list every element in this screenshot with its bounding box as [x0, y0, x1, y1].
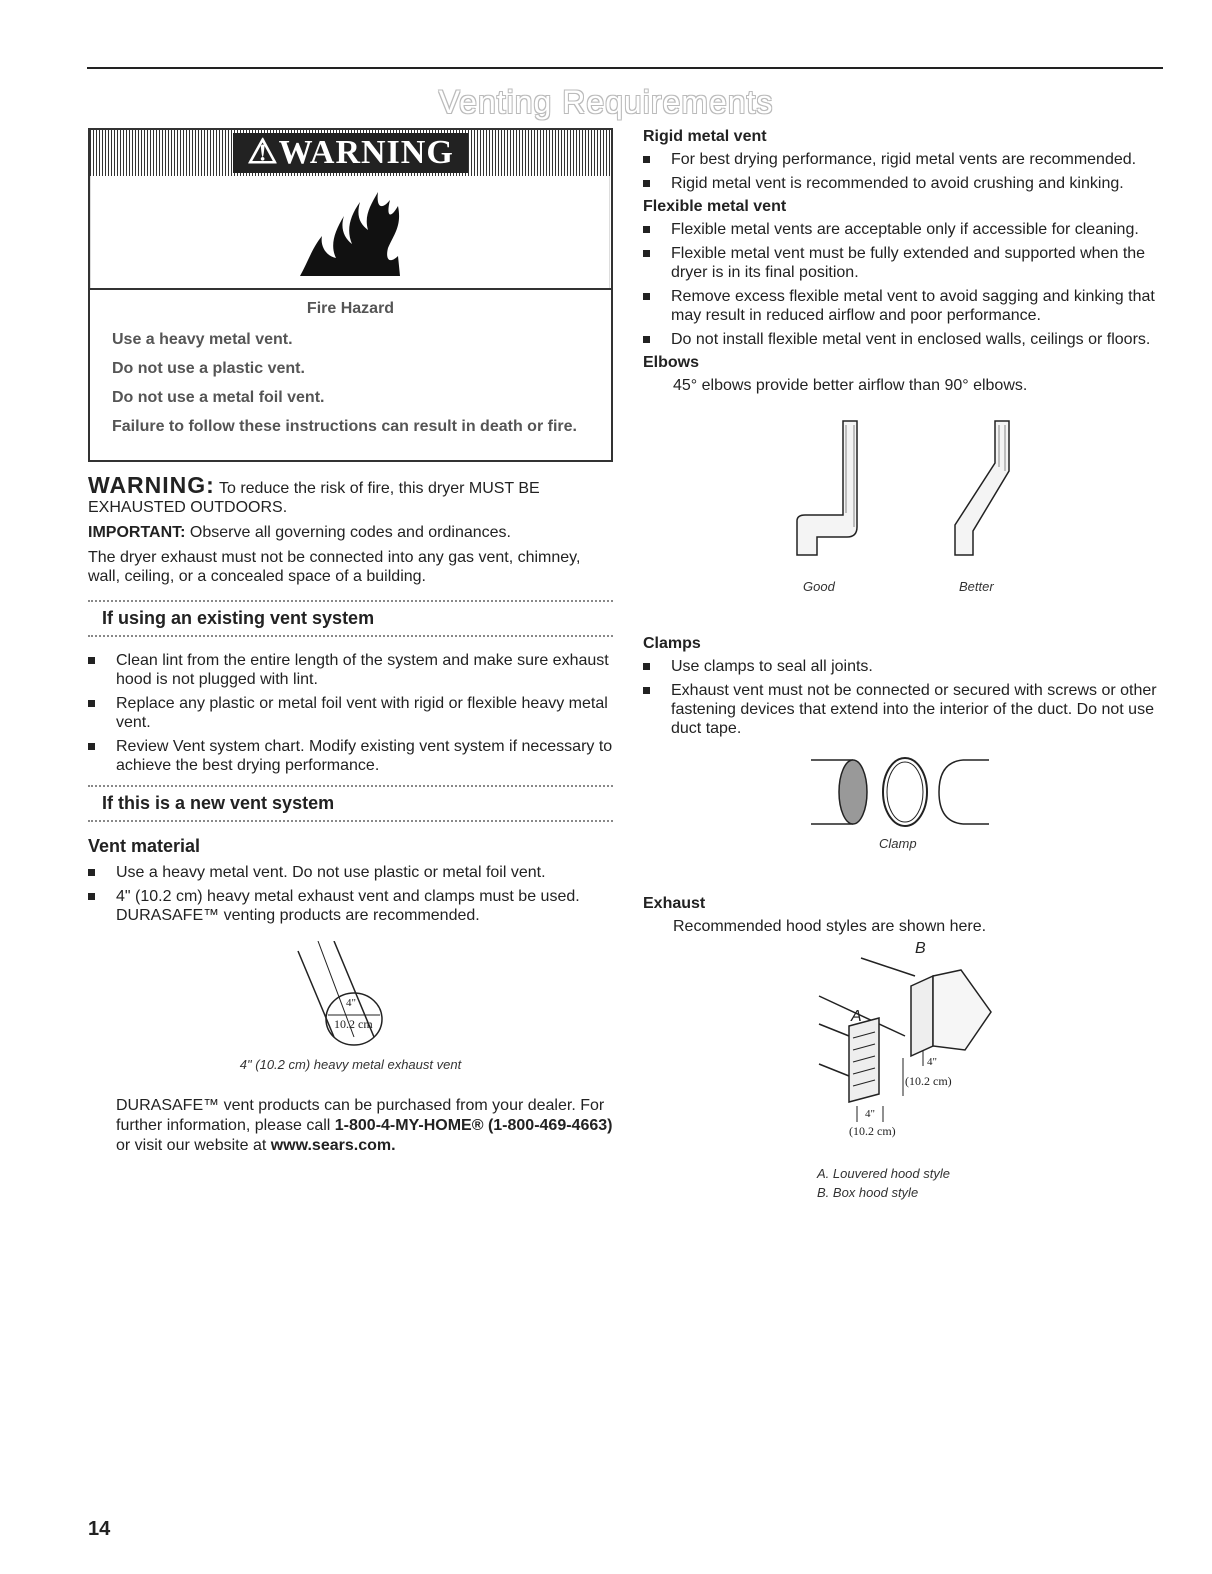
- clamp-illustration: [643, 752, 1163, 832]
- hood-label-a: A: [851, 1008, 862, 1025]
- exhaust-note: The dryer exhaust must not be connected into any gas vent, chimney, wall, ceiling, or a concealed space of a building.: [88, 549, 581, 585]
- warning-header: [90, 130, 611, 176]
- warning-box: [88, 128, 613, 462]
- existing-vent-list: [88, 651, 613, 775]
- phone-number: 1-800-4-MY-HOME® (1-800-469-4663): [334, 1117, 613, 1134]
- warning-header-label: ⚠WARNING: [233, 133, 468, 173]
- clamps-list: [643, 657, 1163, 738]
- purchase-text-2: or visit our website at: [116, 1137, 271, 1154]
- website-link[interactable]: www.sears.com.: [270, 1137, 396, 1154]
- important-body: Observe all governing codes and ordinances.: [185, 524, 511, 541]
- warning-line: Do not use a metal foil vent.: [112, 389, 325, 406]
- clamp-diagram: [643, 752, 1163, 832]
- clamp-caption: Clamp: [879, 836, 917, 851]
- rigid-heading: Rigid metal vent: [643, 128, 767, 145]
- warning-line: Use a heavy metal vent.: [112, 331, 293, 348]
- important-note: [88, 523, 613, 542]
- list-item: Exhaust vent must not be connected or secured with screws or other fastening devices that extend into the interior of the duct. Do not use duct tape.: [643, 681, 1163, 738]
- list-item: Flexible metal vents are acceptable only if accessible for cleaning.: [643, 220, 1163, 239]
- warning-line: Failure to follow these instructions can result in death or fire.: [112, 418, 577, 435]
- elbow-illustration: [643, 415, 1163, 575]
- louver-dim-in: 4": [865, 1108, 875, 1120]
- hood-label-b: B: [915, 940, 926, 957]
- hood-caption-b: B. Box hood style: [817, 1185, 919, 1200]
- list-item: 4" (10.2 cm) heavy metal exhaust vent and clamps must be used. DURASAFE™ venting products are recommended.: [88, 887, 613, 925]
- hood-illustration: [643, 946, 1163, 1146]
- warning-text: [90, 290, 611, 460]
- purchase-info: [116, 1096, 613, 1156]
- exhaust-text: Recommended hood styles are shown here.: [673, 918, 987, 935]
- warning-body: To reduce the risk of fire, this dryer MUST BE EXHAUSTED OUTDOORS.: [88, 480, 540, 516]
- hazard-title: Fire Hazard: [306, 300, 395, 317]
- hood-diagram: [643, 940, 1163, 1166]
- elbow-good-caption: Good: [803, 579, 835, 594]
- left-column: [88, 128, 613, 1156]
- elbows-heading: Elbows: [643, 354, 700, 371]
- clamps-heading: Clamps: [643, 635, 701, 652]
- hood-caption-a: A. Louvered hood style: [817, 1166, 950, 1181]
- list-item: Flexible metal vent must be fully extended and supported when the dryer is in its final position.: [643, 244, 1163, 282]
- elbows-text: 45° elbows provide better airflow than 90° elbows.: [673, 377, 1028, 394]
- list-item: Do not install flexible metal vent in enclosed walls, ceilings or floors.: [643, 330, 1163, 349]
- important-label: IMPORTANT:: [88, 524, 186, 541]
- list-item: Replace any plastic or metal foil vent with rigid or flexible heavy metal vent.: [88, 694, 613, 732]
- exhaust-heading: Exhaust: [643, 895, 706, 912]
- page-number: 14: [88, 1518, 111, 1540]
- purchase-text: DURASAFE™ vent products can be purchased from your dealer. For further information, please call: [116, 1097, 605, 1134]
- list-item: Use a heavy metal vent. Do not use plastic or metal foil vent.: [88, 863, 613, 882]
- vent-dim-in: 4": [346, 997, 356, 1009]
- right-column: [643, 128, 1163, 1200]
- fire-pictogram-area: [90, 176, 611, 290]
- vent-caption: 4" (10.2 cm) heavy metal exhaust vent: [239, 1057, 462, 1072]
- list-item: Use clamps to seal all joints.: [643, 657, 1163, 676]
- list-item: Review Vent system chart. Modify existing vent system if necessary to achieve the best drying performance.: [88, 737, 613, 775]
- elbow-better-caption: Better: [959, 579, 994, 594]
- flexible-heading: Flexible metal vent: [643, 198, 787, 215]
- new-vent-heading: If this is a new vent system: [88, 785, 613, 822]
- vent-diagram: [88, 941, 613, 1053]
- fire-icon: [290, 186, 410, 281]
- warning-line: Do not use a plastic vent.: [112, 360, 305, 377]
- exhaust-warning: [88, 472, 613, 517]
- vent-dim-cm: 10.2 cm: [334, 1017, 373, 1031]
- warning-label: WARNING:: [88, 472, 215, 498]
- existing-vent-heading: If using an existing vent system: [88, 600, 613, 637]
- vent-material-list: [88, 863, 613, 925]
- list-item: Rigid metal vent is recommended to avoid crushing and kinking.: [643, 174, 1163, 193]
- flexible-list: [643, 220, 1163, 349]
- top-rule: [87, 67, 1163, 69]
- elbow-diagram: [643, 415, 1163, 595]
- list-item: Clean lint from the entire length of the system and make sure exhaust hood is not plugged with lint.: [88, 651, 613, 689]
- page-title: Venting Requirements: [438, 84, 774, 120]
- box-dim-in: 4": [927, 1056, 937, 1068]
- vent-material-heading: Vent material: [88, 836, 201, 856]
- louver-dim-cm: (10.2 cm): [849, 1124, 896, 1138]
- list-item: For best drying performance, rigid metal vents are recommended.: [643, 150, 1163, 169]
- rigid-list: [643, 150, 1163, 193]
- list-item: Remove excess flexible metal vent to avoid sagging and kinking that may result in reduced airflow and poor performance.: [643, 287, 1163, 325]
- box-dim-cm: (10.2 cm): [905, 1074, 952, 1088]
